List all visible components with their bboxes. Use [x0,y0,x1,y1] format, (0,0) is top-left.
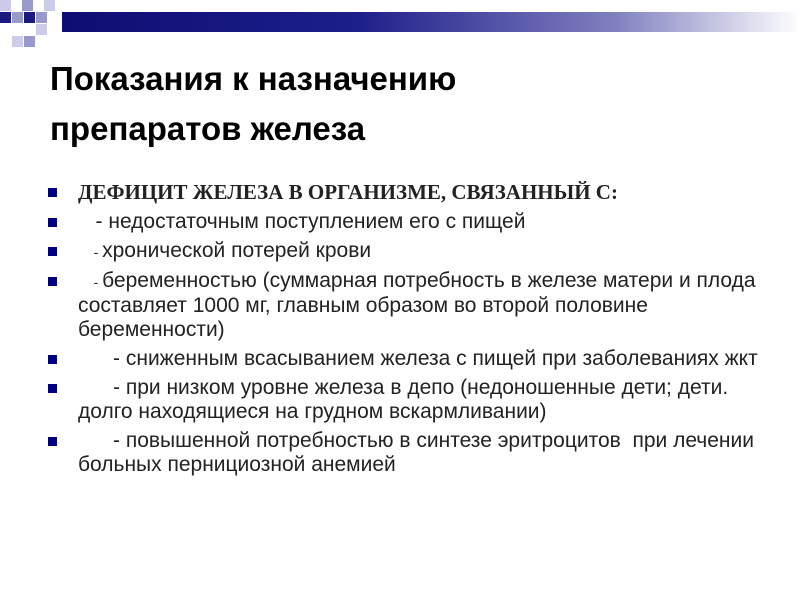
title-line-1: Показания к назначению [50,60,457,97]
list-item-text: сниженным всасыванием железа с пищей при заболеваниях жкт [125,347,758,370]
title-line-2: препаратов железа [50,110,366,147]
list-item [48,429,778,477]
deco-square [12,12,23,23]
list-item-dash: - [78,210,109,233]
square-bullet-icon [48,437,57,446]
decorative-header [0,0,800,60]
deco-square [36,12,47,23]
list-item [48,269,778,342]
list-item [48,210,778,234]
list-item [48,239,778,264]
slide-title [50,54,770,154]
list-item-dash: - [78,274,103,290]
list-item [48,347,778,371]
list-item-text: недостаточным поступлением его с пищей [108,210,526,233]
deco-square [12,36,23,47]
deco-square [44,0,55,11]
deco-square [0,0,11,11]
list-item-dash: - [78,347,126,370]
list-item-dash: - [78,429,126,452]
deco-square [36,24,47,35]
deco-square [24,12,35,23]
deco-square [0,12,11,23]
square-bullet-icon [48,277,57,286]
list-item-text: ДЕФИЦИТ ЖЕЛЕЗА В ОРГАНИЗМЕ, СВЯЗАННЫЙ С: [78,180,618,204]
bullet-list [48,180,778,482]
deco-square [24,36,35,47]
square-bullet-icon [48,247,57,256]
list-item [48,376,778,424]
list-item-dash: - [78,244,103,260]
square-bullet-icon [48,384,57,393]
list-item-text: беременностью (суммарная потребность в железе матери и плода составляет 1000 мг, главным образом во второй половине беременности) [78,269,762,341]
list-item-text: повышенной потребностью в синтезе эритроцитов при лечении больных пернициозной анемией [78,429,760,476]
list-item-dash: - [78,376,126,399]
square-bullet-icon [48,355,57,364]
deco-square [22,0,33,11]
list-item-text: хронической потерей крови [102,239,372,262]
gradient-bar [62,12,800,32]
square-bullet-icon [48,188,57,197]
list-item-text: при низком уровне железа в депо (недоношенные дети; дети. долго находящиеся на грудном вскармливании) [78,376,734,423]
list-item [48,180,778,205]
square-bullet-icon [48,218,57,227]
